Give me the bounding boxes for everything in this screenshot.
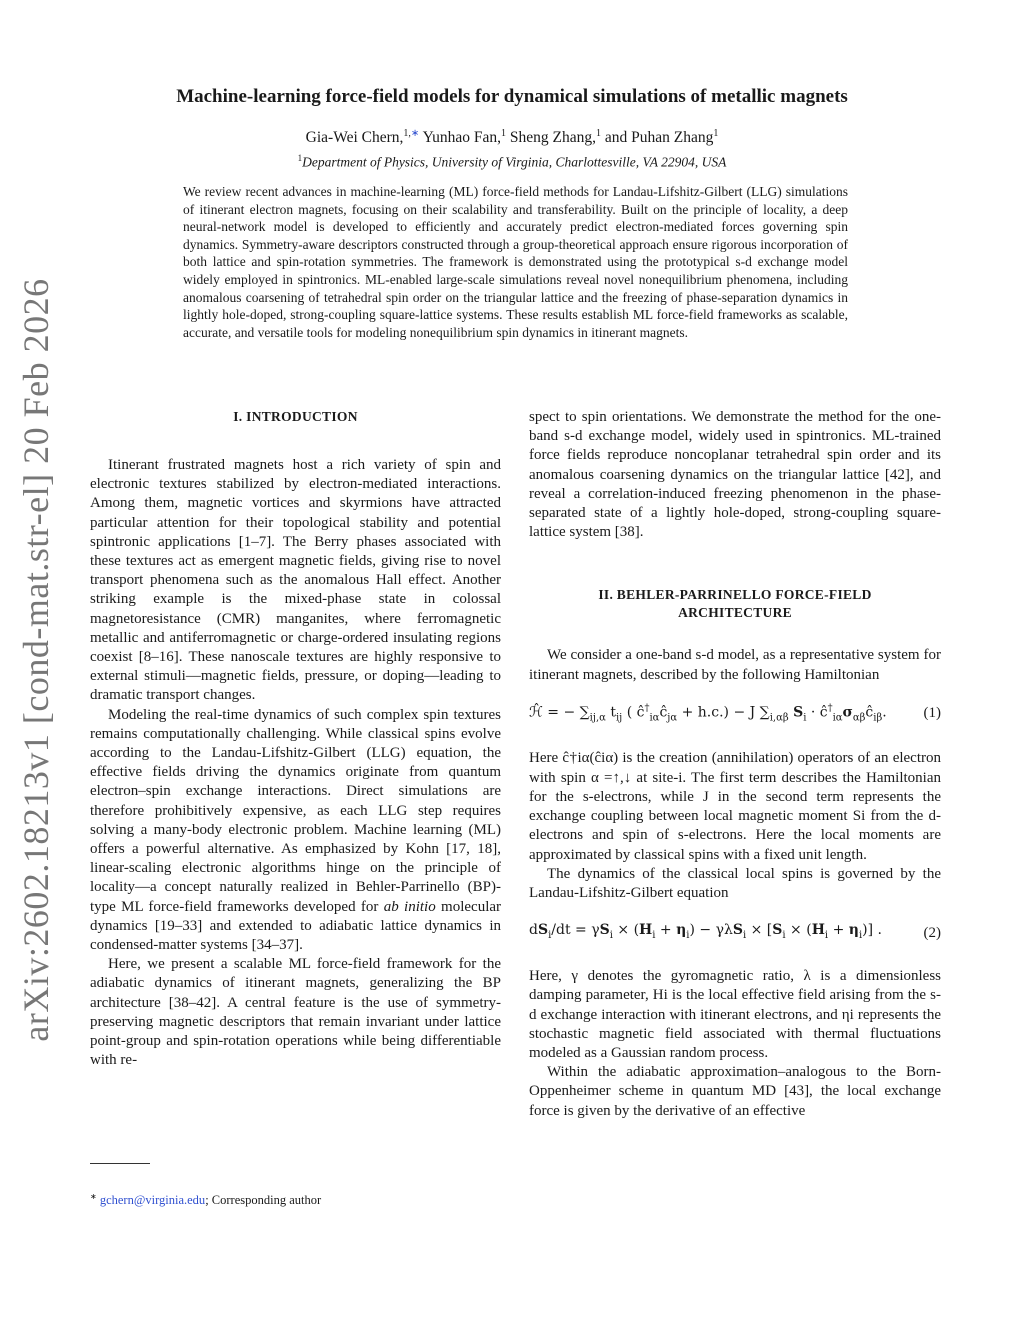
left-column (90, 408, 501, 1071)
equation-body: $dS_i/dt = \gamma S_i \times (H_i + \eta_i) - \gamma\lambda S_i \times [S_i \times (H_i + \eta_i)]$ . (529, 922, 882, 941)
footnote-mark: ∗ (90, 1192, 97, 1201)
section-heading-introduction: I. INTRODUCTION (233, 409, 358, 424)
section-heading-line: II. BEHLER-PARRINELLO FORCE-FIELD (598, 587, 872, 603)
affiliation (0, 153, 1024, 171)
arxiv-id: arXiv:2602.18213v1 [cond-mat.str-el] 20 Feb 2026 (16, 278, 56, 1042)
author-name: Yunhao Fan, (422, 129, 501, 147)
paragraph: Here, γ denotes the gyromagnetic ratio, λ is a dimensionless damping parameter, Hi is the local effective field arising from the s-d exchange interaction with itinerant electrons, and ηi represents the stochastic magnetic field associated with thermal fluctuations modeled as a Gaussian random process. (529, 968, 941, 1061)
equation-body: ℋ̂ = − $\sum_{ij,\alpha}$ $t_{ij}$ ( $ĉ^\dagger_{i\alpha}ĉ_{j\alpha} + h.c.) - J$ $\sum_{i,\alpha\beta}$ $S_i$ · $ĉ^\dagger_{i\alpha}\sigma_{\alpha\beta}ĉ_{i\beta}$. (529, 702, 887, 724)
italic-term: ab initio (383, 898, 436, 915)
paper-title: Machine-learning force-field models for dynamical simulations of metallic magnets (176, 86, 848, 107)
equation-number: (1) (923, 704, 941, 721)
paragraph-text: Modeling the real-time dynamics of such complex spin textures remains computationally challenging. While classical spins evolve according to the Landau-Lifshitz-Gilbert (LLG) equation, the effective fields driving the dynamics originate from quantum electron–spin exchange interactions. Direct simulations are therefore prohibitively expensive, as each LLG step requires solving a many-body electronic problem. Machine learning (ML) offers a powerful alternative. As emphasized by Kohn [17, 18], linear-scaling electronic algorithms hinge on the principle of locality—a concept naturally realized in Behler-Parrinello (BP)-type ML force-field frameworks developed for (90, 706, 501, 915)
author-affil-mark: 1 (713, 128, 719, 139)
author-affil-mark: 1, (403, 128, 411, 139)
paragraph-text: molecular dynamics [19–33] and extended to adiabatic lattice dynamics in condensed-matter systems [34–37]. (90, 898, 502, 954)
author-list (0, 128, 1024, 147)
arxiv-watermark (10, 278, 62, 1042)
author-name: Sheng Zhang, (509, 129, 596, 147)
footnote (90, 1192, 321, 1208)
paragraph: Within the adiabatic approximation–analogous to the Born-Oppenheimer scheme in quantum MD [43], the local exchange force is given by the derivative of an effective (529, 1064, 941, 1119)
corresponding-mark[interactable]: ∗ (410, 128, 420, 139)
email-link[interactable]: gchern@virginia.edu (99, 1193, 206, 1208)
author-name: and Puhan Zhang (604, 129, 714, 147)
paragraph: spect to spin orientations. We demonstrate the method for the one-band s-d exchange model, widely used in spintronics. ML-trained force fields reproduce noncoplanar tetrahedral spin order and its anomalous coarsening dynamics on the triangular lattice [42], and reveal a correlation-induced freezing phenomenon in the phase-separated state of a lightly hole-doped, strong-coupling square-lattice system [38]. (529, 409, 941, 541)
section-heading-bp-architecture (559, 586, 911, 622)
paragraph: Here ĉ†iα(ĉiα) is the creation (annihilation) operators of an electron with spin α =↑,↓ at site-i. The first term describes the Hamiltonian for the s-electrons, while J in the second term represents the exchange coupling between local magnetic moment Si from the d-electrons and spin of s-electrons. Here the local moments are approximated by classical spins with a fixed unit length. (529, 750, 941, 863)
abstract: We review recent advances in machine-learning (ML) force-field methods for Landau-Lifshitz-Gilbert (LLG) simulations of itinerant electron magnets, focusing on their scalability and transferability. Built on the principle of locality, a deep neural-network model is developed to efficiently and accurately predict electron-mediated forces governing spin dynamics. Symmetry-aware descriptors constructed through a group-theoretical approach ensure rigorous incorporation of both lattice and spin-rotation symmetries. The framework is demonstrated using the prototypical s-d exchange model widely employed in spintronics. ML-enabled large-scale simulations reveal novel nonequilibrium phenomena, including anomalous coarsening of tetrahedral spin order on the triangular lattice and the freezing of phase-separation dynamics in lightly hole-doped, strong-coupling square-lattice systems. These results establish ML force-field frameworks as scalable, accurate, and versatile tools for modeling nonequilibrium spin dynamics in itinerant magnets. (183, 184, 848, 340)
paragraph: Here, we present a scalable ML force-field framework for the adiabatic dynamics of itinerant magnets, generalizing the BP architecture [38–42]. A central feature is the use of symmetry-preserving magnetic descriptors that remain invariant under lattice point-group and spin-rotation operations while being differentiable with re- (90, 956, 501, 1069)
paragraph: We consider a one-band s-d model, as a representative system for itinerant magnets, described by the following Hamiltonian (529, 647, 941, 683)
author-affil-mark: 1 (595, 128, 601, 139)
author-affil-mark: 1 (500, 128, 506, 139)
paragraph: The dynamics of the classical local spins is governed by the Landau-Lifshitz-Gilbert equation (529, 865, 941, 901)
equation-2 (529, 921, 941, 945)
equation-1 (529, 699, 941, 728)
paragraph: Itinerant frustrated magnets host a rich variety of spin and electronic textures stabilized by electron-mediated interactions. Among them, magnetic vortices and skyrmions have attracted particular attention for their topological stability and potential spintronic applications [1–7]. The Berry phases associated with these textures act as emergent magnetic fields, giving rise to novel transport phenomena such as the anomalous Hall effect. Another striking example is the mixed-phase state in colossal magnetoresistance (CMR) manganites, where ferromagnetic metallic and antiferromagnetic or charge-ordered insulating regions coexist [8–16]. These nanoscale textures are highly responsive to external stimuli—magnetic fields, pressure, or doping—leading to dramatic transport changes. (90, 457, 501, 704)
author-name: Gia-Wei Chern, (305, 129, 404, 147)
footnote-text: ; Corresponding author (205, 1193, 322, 1208)
equation-number: (2) (923, 924, 941, 941)
affiliation-mark: 1 (297, 153, 303, 163)
affiliation-text: Department of Physics, University of Virginia, Charlottesville, VA 22904, USA (302, 154, 727, 170)
footnote-rule (90, 1163, 150, 1164)
section-heading-line: ARCHITECTURE (678, 605, 792, 621)
right-column (529, 408, 941, 1121)
paragraph (90, 706, 501, 956)
